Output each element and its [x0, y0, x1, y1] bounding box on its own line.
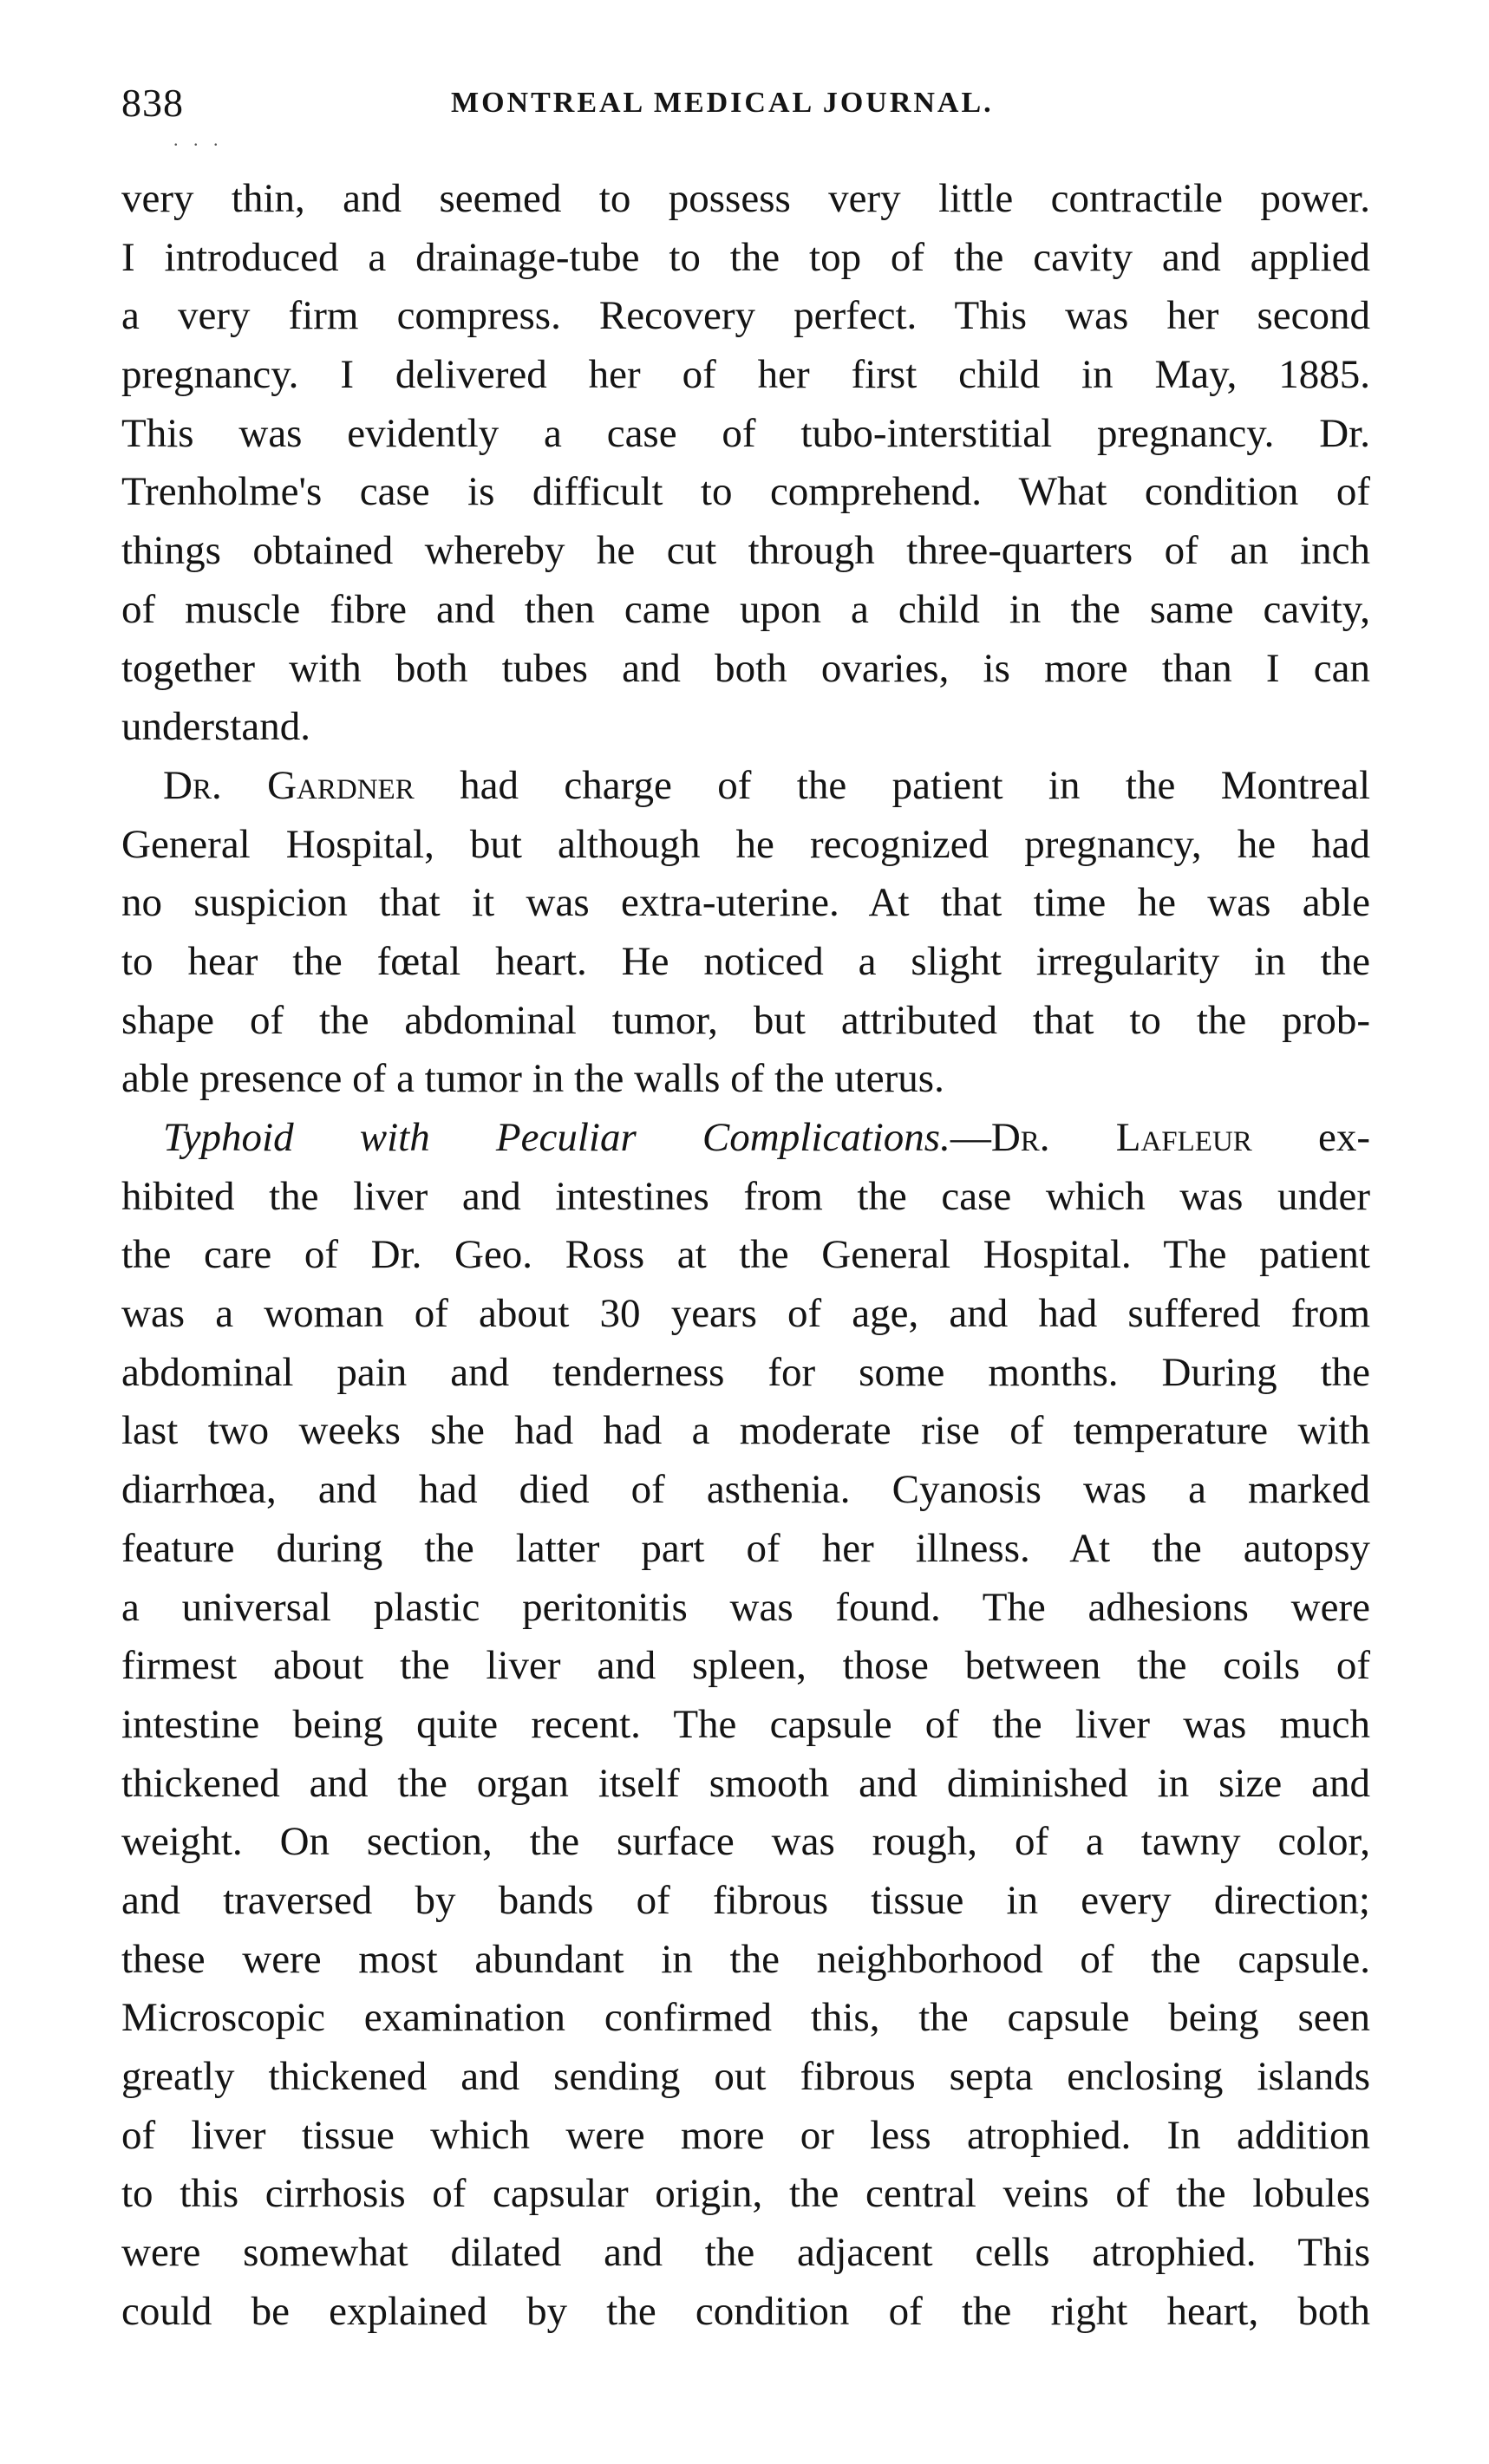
paragraph-first-line	[121, 1109, 1370, 1168]
text-line: greatly thickened and sending out fibrous septa enclosing islands	[121, 2054, 1370, 2099]
header-mark: . . .	[173, 128, 224, 150]
running-head	[121, 80, 1370, 132]
text-line: a very firm compress. Recovery perfect. This was her second	[121, 293, 1370, 339]
text-line: able presence of a tumor in the walls of the uterus.	[121, 1056, 944, 1102]
text-line: Microscopic examination confirmed this, the capsule being seen	[121, 1995, 1370, 2041]
text-line: to hear the fœtal heart. He noticed a slight irregularity in the	[121, 938, 1370, 984]
text-line: of muscle fibre and then came upon a child in the same cavity,	[121, 586, 1370, 632]
article-body	[121, 170, 1370, 2341]
line-text: ex-	[1318, 1115, 1371, 1160]
text-line: and traversed by bands of fibrous tissue in every direction;	[121, 1877, 1370, 1923]
text-line: pregnancy. I delivered her of her first child in May, 1885.	[121, 352, 1370, 398]
text-line: This was evidently a case of tubo-interstitial pregnancy. Dr.	[121, 410, 1370, 456]
text-line: of liver tissue which were more or less atrophied. In addition	[121, 2112, 1370, 2158]
section-title: Typhoid with Peculiar Complications.	[163, 1115, 950, 1160]
text-line: hibited the liver and intestines from the case which was under	[121, 1173, 1370, 1219]
text-line: diarrhœa, and had died of asthenia. Cyanosis was a marked	[121, 1467, 1370, 1513]
journal-title: MONTREAL MEDICAL JOURNAL.	[451, 87, 994, 119]
text-line: these were most abundant in the neighborhood of the capsule.	[121, 1936, 1370, 1982]
text-line: Trenholme's case is difficult to comprehend. What condition of	[121, 469, 1370, 515]
text-line: feature during the latter part of her illness. At the autopsy	[121, 1525, 1370, 1571]
paragraph-first-line	[121, 757, 1370, 816]
text-line: things obtained whereby he cut through three-quarters of an inch	[121, 528, 1370, 574]
text-line: understand.	[121, 704, 310, 750]
line-text: had charge of the patient in the Montreal	[460, 762, 1371, 808]
speaker-name: Dr. Lafleur	[990, 1115, 1252, 1160]
text-line: I introduced a drainage-tube to the top of the cavity and applied	[121, 234, 1370, 280]
page-number: 838	[121, 81, 184, 125]
text-line: thickened and the organ itself smooth and diminished in size and	[121, 1760, 1370, 1806]
text-line: a universal plastic peritonitis was found. The adhesions were	[121, 1584, 1370, 1630]
text-line: no suspicion that it was extra-uterine. At that time he was able	[121, 880, 1370, 926]
text-line: weight. On section, the surface was rough, of a tawny color,	[121, 1819, 1370, 1865]
text-line: could be explained by the condition of the right heart, both	[121, 2288, 1370, 2334]
text-line: to this cirrhosis of capsular origin, the central veins of the lobules	[121, 2171, 1370, 2217]
em-dash: —	[950, 1115, 991, 1160]
text-line: firmest about the liver and spleen, those between the coils of	[121, 1643, 1370, 1689]
text-line: last two weeks she had had a moderate rise of temperature with	[121, 1408, 1370, 1454]
text-line: were somewhat dilated and the adjacent cells atrophied. This	[121, 2230, 1370, 2276]
text-line: General Hospital, but although he recognized pregnancy, he had	[121, 821, 1370, 867]
text-line: was a woman of about 30 years of age, and had suffered from	[121, 1291, 1370, 1337]
text-line: shape of the abdominal tumor, but attributed that to the prob-	[121, 997, 1370, 1043]
text-line: together with both tubes and both ovaries, is more than I can	[121, 645, 1370, 691]
text-line: intestine being quite recent. The capsule of the liver was much	[121, 1701, 1370, 1747]
text-line: the care of Dr. Geo. Ross at the General Hospital. The patient	[121, 1232, 1370, 1278]
speaker-name: Dr. Gardner	[163, 762, 415, 808]
text-line: very thin, and seemed to possess very little contractile power.	[121, 176, 1370, 221]
text-line: abdominal pain and tenderness for some months. During the	[121, 1349, 1370, 1395]
